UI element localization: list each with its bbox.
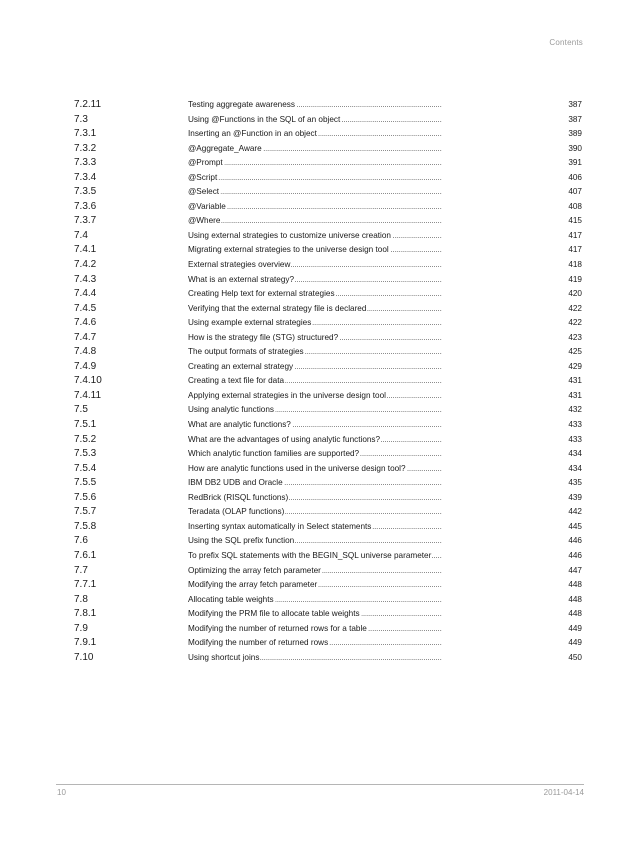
toc-entry-title-text: Teradata (OLAP functions) <box>188 507 285 517</box>
toc-entry-title[interactable] <box>188 113 567 128</box>
toc-entry-page: 439 <box>568 492 582 502</box>
toc-entry-title[interactable] <box>188 389 567 404</box>
toc-entry-page: 422 <box>568 303 582 313</box>
toc-entry-title-text: Creating an external strategy <box>188 361 294 371</box>
toc-entry[interactable] <box>74 302 582 317</box>
toc-entry-title[interactable] <box>188 564 567 579</box>
toc-entry-page: 433 <box>568 420 582 430</box>
toc-entry-title[interactable] <box>188 374 567 389</box>
toc-entry-page: 448 <box>568 594 582 604</box>
toc-entry-title-text: Inserting syntax automatically in Select statements <box>188 521 372 531</box>
toc-entry-title[interactable] <box>188 636 567 651</box>
toc-entry-title-text: Using @Functions in the SQL of an object <box>188 114 341 124</box>
toc-entry-number: 7.5.5 <box>74 477 97 489</box>
toc-entry-number: 7.4.5 <box>74 302 97 314</box>
toc-entry[interactable] <box>74 564 582 579</box>
toc-entry-page: 450 <box>568 652 582 662</box>
toc-entry-number: 7.5.2 <box>74 433 97 445</box>
toc-entry-number: 7.3.2 <box>74 142 97 154</box>
toc-entry[interactable] <box>74 505 582 520</box>
toc-entry[interactable] <box>74 389 582 404</box>
toc-entry[interactable] <box>74 229 582 244</box>
toc-entry-title-text: How are analytic functions used in the universe design tool? <box>188 463 406 473</box>
toc-entry-title[interactable] <box>188 520 567 535</box>
toc-entry-number: 7.4.6 <box>74 317 97 329</box>
toc-entry-number: 7.3.5 <box>74 186 97 198</box>
toc-entry[interactable] <box>74 171 582 186</box>
toc-entry-title-text: Creating a text file for data <box>188 376 285 386</box>
toc-entry-title-text: Using the SQL prefix function <box>188 536 295 546</box>
toc-entry-number: 7.4.1 <box>74 244 97 256</box>
toc-entry-title[interactable] <box>188 156 567 171</box>
toc-entry[interactable] <box>74 462 582 477</box>
toc-entry[interactable] <box>74 113 582 128</box>
toc-entry-page: 406 <box>568 172 582 182</box>
toc-entry-page: 431 <box>568 376 582 386</box>
toc-entry[interactable] <box>74 476 582 491</box>
toc-entry-number: 7.7.1 <box>74 579 97 591</box>
running-header-title: Contents <box>549 38 583 47</box>
toc-entry-number: 7.10 <box>74 651 94 663</box>
toc-entry-title[interactable] <box>188 127 567 142</box>
toc-entry-title[interactable] <box>188 258 567 273</box>
toc-entry-title-text: @Prompt <box>188 158 223 168</box>
toc-entry[interactable] <box>74 273 582 288</box>
toc-entry-title-text: Which analytic function families are supported? <box>188 449 360 459</box>
toc-entry-number: 7.3.7 <box>74 215 97 227</box>
toc-entry-page: 420 <box>568 289 582 299</box>
toc-entry-title-text: Testing aggregate awareness <box>188 100 295 109</box>
toc-entry-page: 429 <box>568 361 582 371</box>
toc-entry-page: 449 <box>568 638 582 648</box>
toc-entry-title[interactable] <box>188 593 567 608</box>
toc-entry-title-text: Allocating table weights <box>188 594 274 604</box>
toc-entry-number: 7.4.4 <box>74 288 97 300</box>
toc-entry-title[interactable] <box>188 345 567 360</box>
toc-entry-number: 7.5.7 <box>74 506 97 518</box>
toc-entry-page: 390 <box>568 143 582 153</box>
toc-entry-number: 7.4.11 <box>74 389 102 401</box>
toc-entry-page: 432 <box>568 405 582 415</box>
toc-entry[interactable] <box>74 578 582 593</box>
toc-entry-page: 407 <box>568 187 582 197</box>
toc-entry-number: 7.4.9 <box>74 360 97 372</box>
toc-entry-number: 7.8.1 <box>74 608 97 620</box>
toc-entry[interactable] <box>74 156 582 171</box>
toc-entry-title[interactable] <box>188 476 567 491</box>
toc-entry-page: 448 <box>568 609 582 619</box>
toc-entry-title-text: Creating Help text for external strategies <box>188 289 335 299</box>
toc-entry-number: 7.5 <box>74 404 88 416</box>
toc-entry-number: 7.4.7 <box>74 331 97 343</box>
toc-entry[interactable] <box>74 214 582 229</box>
toc-entry-page: 423 <box>568 332 582 342</box>
toc-entry-number: 7.6 <box>74 535 88 547</box>
toc-entry-title-text: IBM DB2 UDB and Oracle <box>188 478 283 488</box>
toc-entry[interactable] <box>74 243 582 258</box>
toc-entry-page: 387 <box>568 100 582 109</box>
toc-entry-number: 7.2.11 <box>74 99 102 110</box>
toc-entry-title[interactable] <box>188 505 567 520</box>
toc-entry-title[interactable] <box>188 491 567 506</box>
toc-entry[interactable] <box>74 258 582 273</box>
toc-entry-page: 391 <box>568 158 582 168</box>
toc-entry-title-text: Verifying that the external strategy file is declared <box>188 303 367 313</box>
toc-entry[interactable] <box>74 447 582 462</box>
toc-entry-number: 7.4 <box>74 229 88 241</box>
toc-entry[interactable] <box>74 200 582 215</box>
toc-entry-title-text: What are analytic functions? <box>188 420 291 430</box>
toc-entry-number: 7.9 <box>74 622 88 634</box>
toc-entry-title-text: Modifying the number of returned rows <box>188 638 329 648</box>
toc-entry-page: 434 <box>568 463 582 473</box>
toc-entry-title-text: Using external strategies to customize universe creation <box>188 230 391 240</box>
toc-entry[interactable] <box>74 491 582 506</box>
toc-entry-title-text: Modifying the array fetch parameter <box>188 580 318 590</box>
toc-entry-title[interactable] <box>188 98 567 113</box>
toc-entry-title[interactable] <box>188 433 567 448</box>
toc-entry-page: 447 <box>568 565 582 575</box>
toc-entry-number: 7.5.3 <box>74 448 97 460</box>
toc-entry[interactable] <box>74 534 582 549</box>
toc-entry-title-text: @Variable <box>188 201 226 211</box>
toc-entry-page: 446 <box>568 550 582 560</box>
toc-entry-page: 387 <box>568 114 582 124</box>
toc-entry-number: 7.3.3 <box>74 157 97 169</box>
toc-entry-title-text: Using analytic functions <box>188 405 275 415</box>
toc-entry-title-text: The output formats of strategies <box>188 347 304 357</box>
toc-entry-page: 425 <box>568 347 582 357</box>
toc-entry-title[interactable] <box>188 360 567 375</box>
toc-entry-page: 434 <box>568 449 582 459</box>
toc-entry[interactable] <box>74 316 582 331</box>
toc-entry[interactable] <box>74 549 582 564</box>
toc-entry-number: 7.5.8 <box>74 520 97 532</box>
toc-entry[interactable] <box>74 520 582 535</box>
toc-entry-title[interactable] <box>188 331 567 346</box>
toc-entry[interactable] <box>74 593 582 608</box>
toc-entry-number: 7.4.3 <box>74 273 97 285</box>
page-number: 10 <box>57 788 66 797</box>
toc-entry-page: 419 <box>568 274 582 284</box>
toc-entry-title[interactable] <box>188 316 567 331</box>
toc-entry-title[interactable] <box>188 287 567 302</box>
toc-entry[interactable] <box>74 651 582 666</box>
toc-entry-title[interactable] <box>188 229 567 244</box>
toc-entry-title-text: Modifying the PRM file to allocate table weights <box>188 609 360 619</box>
toc-entry-title[interactable] <box>188 273 567 288</box>
toc-entry-page: 422 <box>568 318 582 328</box>
toc-entry-number: 7.3.4 <box>74 171 97 183</box>
toc-entry-title[interactable] <box>188 185 567 200</box>
toc-entry-number: 7.3.6 <box>74 200 97 212</box>
toc-entry-number: 7.4.2 <box>74 259 97 271</box>
toc-entry-title-text: How is the strategy file (STG) structured? <box>188 332 339 342</box>
toc-entry-number: 7.4.10 <box>74 375 102 387</box>
toc-entry-page: 418 <box>568 260 582 270</box>
toc-entry-title-text: Using example external strategies <box>188 318 312 328</box>
toc-entry-title[interactable] <box>188 607 567 622</box>
toc-entry-number: 7.4.8 <box>74 346 97 358</box>
toc-entry-title[interactable] <box>188 622 567 637</box>
toc-entry[interactable] <box>74 98 582 113</box>
toc-entry-title-text: @Aggregate_Aware <box>188 143 262 153</box>
toc-entry-page: 449 <box>568 623 582 633</box>
toc-entry-number: 7.8 <box>74 593 88 605</box>
toc-entry-title[interactable] <box>188 302 567 317</box>
footer-divider <box>56 784 584 785</box>
toc-entry-title-text: RedBrick (RISQL functions) <box>188 492 289 502</box>
toc-entry-title[interactable] <box>188 418 567 433</box>
toc-entry[interactable] <box>74 360 582 375</box>
toc-entry-title-text: Inserting an @Function in an object <box>188 129 317 139</box>
toc-entry[interactable] <box>74 331 582 346</box>
toc-entry-page: 433 <box>568 434 582 444</box>
toc-entry[interactable] <box>74 287 582 302</box>
toc-entry-page: 389 <box>568 129 582 139</box>
toc-entry-title-text: What are the advantages of using analytic functions? <box>188 434 381 444</box>
toc-entry-title-text: Applying external strategies in the universe design tool <box>188 390 386 400</box>
toc-entry-title-text: @Where <box>188 216 221 226</box>
toc-entry-page: 417 <box>568 245 582 255</box>
toc-entry[interactable] <box>74 607 582 622</box>
toc-entry-title[interactable] <box>188 578 567 593</box>
toc-entry-title[interactable] <box>188 243 567 258</box>
toc-entry-page: 417 <box>568 230 582 240</box>
toc-entry-title[interactable] <box>188 403 567 418</box>
toc-entry-title[interactable] <box>188 549 567 564</box>
toc-entry-title[interactable] <box>188 200 567 215</box>
toc-entry-number: 7.6.1 <box>74 549 97 561</box>
toc-entry-title[interactable] <box>188 534 567 549</box>
toc-entry-title-text: What is an external strategy? <box>188 274 295 284</box>
toc-entry-page: 435 <box>568 478 582 488</box>
toc-entry-title-text: Modifying the number of returned rows for a table <box>188 623 367 633</box>
toc-entry-number: 7.5.4 <box>74 462 97 474</box>
toc-entry[interactable] <box>74 433 582 448</box>
toc-entry[interactable] <box>74 418 582 433</box>
toc-entry[interactable] <box>74 636 582 651</box>
toc-entry-title-text: @Script <box>188 172 218 182</box>
toc-entry-title[interactable] <box>188 447 567 462</box>
toc-entry-number: 7.7 <box>74 564 88 576</box>
toc-entry-page: 442 <box>568 507 582 517</box>
toc-entry[interactable] <box>74 374 582 389</box>
table-of-contents <box>74 98 582 665</box>
toc-entry-page: 446 <box>568 536 582 546</box>
toc-entry-page: 431 <box>568 390 582 400</box>
toc-entry-number: 7.9.1 <box>74 637 97 649</box>
toc-entry[interactable] <box>74 622 582 637</box>
toc-entry-page: 448 <box>568 580 582 590</box>
toc-entry-page: 415 <box>568 216 582 226</box>
toc-entry-number: 7.5.6 <box>74 491 97 503</box>
toc-entry-title[interactable] <box>188 142 567 157</box>
toc-entry-title-text: Optimizing the array fetch parameter <box>188 565 321 575</box>
publication-date: 2011-04-14 <box>543 788 584 797</box>
toc-entry-number: 7.3.1 <box>74 128 97 140</box>
toc-entry[interactable] <box>74 185 582 200</box>
toc-entry-title-text: To prefix SQL statements with the BEGIN_SQL universe parameter <box>188 550 432 560</box>
toc-entry-page: 408 <box>568 201 582 211</box>
toc-entry-title-text: @Select <box>188 187 220 197</box>
toc-entry[interactable] <box>74 403 582 418</box>
toc-entry-title[interactable] <box>188 651 567 666</box>
toc-entry-title[interactable] <box>188 171 567 186</box>
toc-entry-title-text: Using shortcut joins <box>188 652 260 662</box>
toc-entry[interactable] <box>74 142 582 157</box>
toc-entry-title[interactable] <box>188 214 567 229</box>
toc-entry-page: 445 <box>568 521 582 531</box>
toc-entry-number: 7.3 <box>74 113 88 125</box>
toc-entry-number: 7.5.1 <box>74 419 97 431</box>
toc-entry-title-text: Migrating external strategies to the universe design tool <box>188 245 389 255</box>
toc-entry[interactable] <box>74 345 582 360</box>
toc-entry-title-text: External strategies overview <box>188 260 291 270</box>
toc-entry[interactable] <box>74 127 582 142</box>
toc-entry-title[interactable] <box>188 462 567 477</box>
